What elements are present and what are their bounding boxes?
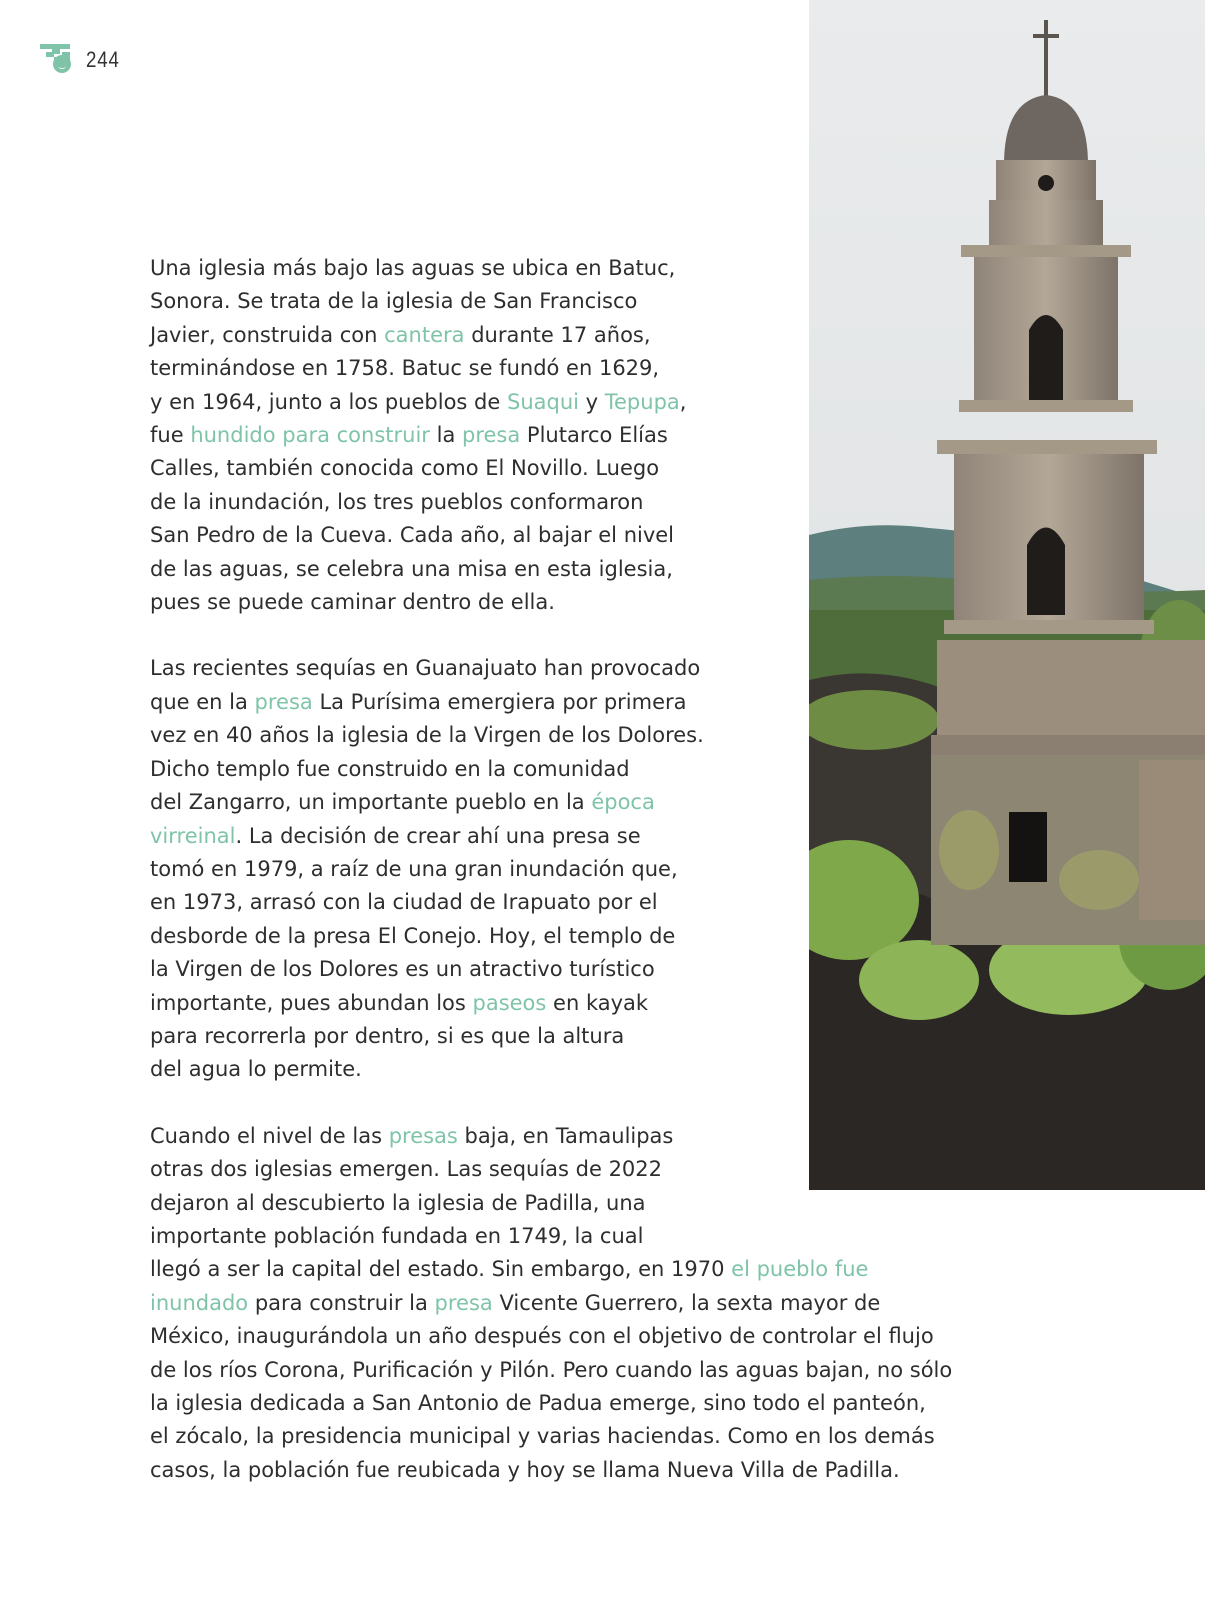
text-segment: y	[578, 389, 605, 414]
page-header	[40, 44, 126, 76]
text-segment: Sonora. Se trata de la iglesia de San Francisco	[150, 289, 638, 314]
text-segment: La Purísima emergiera por primera	[312, 689, 687, 714]
text-segment: ,	[679, 389, 687, 414]
highlighted-term: presas	[388, 1123, 458, 1148]
text-segment: dejaron al descubierto la iglesia de Padilla, una	[150, 1190, 646, 1215]
text-line	[150, 1454, 1050, 1487]
text-segment: . La decisión de crear ahí una presa se	[235, 823, 641, 848]
text-segment: que en la	[150, 689, 255, 714]
text-segment: para construir la	[248, 1290, 435, 1315]
text-segment: México, inaugurándola un año después con el objetivo de controlar el flujo	[150, 1324, 934, 1349]
text-segment: llegó a ser la capital del estado. Sin embargo, en 1970	[150, 1257, 732, 1282]
text-segment: baja, en Tamaulipas	[457, 1123, 674, 1148]
text-segment: Plutarco Elías	[520, 423, 668, 448]
highlighted-term: cantera	[384, 322, 465, 347]
text-line	[150, 1387, 1050, 1420]
text-segment: San Pedro de la Cueva. Cada año, al bajar el nivel	[150, 523, 675, 548]
text-segment: y en 1964, junto a los pueblos de	[150, 389, 507, 414]
photo-illustration	[809, 0, 1205, 1190]
text-segment: vez en 40 años la iglesia de la Virgen de los Dolores.	[150, 723, 704, 748]
text-segment: importante, pues abundan los	[150, 990, 473, 1015]
text-segment: para recorrerla por dentro, si es que la altura	[150, 1023, 625, 1048]
text-segment: terminándose en 1758. Batuc se fundó en 1629,	[150, 356, 660, 381]
text-line	[150, 1253, 1050, 1286]
text-line	[150, 1187, 1050, 1220]
text-segment: la	[429, 423, 462, 448]
text-segment: tomó en 1979, a raíz de una gran inundación que,	[150, 856, 678, 881]
text-segment: la iglesia dedicada a San Antonio de Padua emerge, sino todo el panteón,	[150, 1391, 926, 1415]
text-segment: de la inundación, los tres pueblos conformaron	[150, 489, 644, 514]
text-segment: de los ríos Corona, Purificación y Pilón. Pero cuando las aguas bajan, no sólo	[150, 1357, 953, 1382]
highlighted-term: paseos	[472, 990, 547, 1015]
text-line	[150, 1320, 1050, 1353]
text-segment: fue	[150, 423, 191, 448]
highlighted-term: hundido para construir	[190, 423, 430, 448]
text-segment: Dicho templo fue construido en la comunidad	[150, 756, 630, 781]
highlighted-term: presa	[254, 689, 313, 714]
highlighted-term: Tepupa	[604, 389, 680, 414]
highlighted-term: presa	[434, 1290, 493, 1315]
text-line	[150, 1354, 1050, 1387]
text-segment: de las aguas, se celebra una misa en esta iglesia,	[150, 556, 673, 581]
text-segment: del agua lo permite.	[150, 1057, 362, 1082]
highlighted-term: Suaqui	[506, 389, 579, 414]
text-segment: pues se puede caminar dentro de ella.	[150, 590, 555, 615]
highlighted-term: época	[591, 790, 655, 815]
text-line	[150, 1287, 1050, 1320]
text-segment: en kayak	[546, 990, 649, 1015]
church-tower-photo	[809, 0, 1205, 1190]
highlighted-term: virreinal	[150, 823, 236, 848]
highlighted-term: el pueblo fue	[731, 1257, 869, 1282]
text-line	[150, 1420, 1050, 1453]
text-segment: Las recientes sequías en Guanajuato han provocado	[150, 656, 701, 681]
highlighted-term: presa	[462, 423, 521, 448]
page-number: 244	[86, 47, 120, 72]
text-segment: Calles, también conocida como El Novillo. Luego	[150, 456, 660, 481]
text-segment: en 1973, arrasó con la ciudad de Irapuato por el	[150, 890, 658, 915]
text-segment: del Zangarro, un importante pueblo en la	[150, 790, 592, 815]
text-segment: Vicente Guerrero, la sexta mayor de	[492, 1290, 881, 1315]
text-segment: desborde de la presa El Conejo. Hoy, el templo de	[150, 923, 676, 948]
highlighted-term: inundado	[150, 1290, 249, 1315]
text-segment: durante 17 años,	[464, 322, 651, 347]
text-line	[150, 1220, 1050, 1253]
text-segment: la Virgen de los Dolores es un atractivo turístico	[150, 957, 655, 982]
text-segment: importante población fundada en 1749, la cual	[150, 1223, 644, 1248]
stepped-logo-icon	[40, 44, 78, 76]
text-segment: Una iglesia más bajo las aguas se ubica en Batuc,	[150, 256, 676, 280]
text-segment: Javier, construida con	[150, 322, 385, 347]
text-segment: casos, la población fue reubicada y hoy se llama Nueva Villa de Padilla.	[150, 1457, 900, 1482]
text-segment: otras dos iglesias emergen. Las sequías de 2022	[150, 1157, 663, 1182]
text-segment: Cuando el nivel de las	[150, 1123, 389, 1148]
text-segment: el zócalo, la presidencia municipal y varias haciendas. Como en los demás	[150, 1424, 935, 1449]
